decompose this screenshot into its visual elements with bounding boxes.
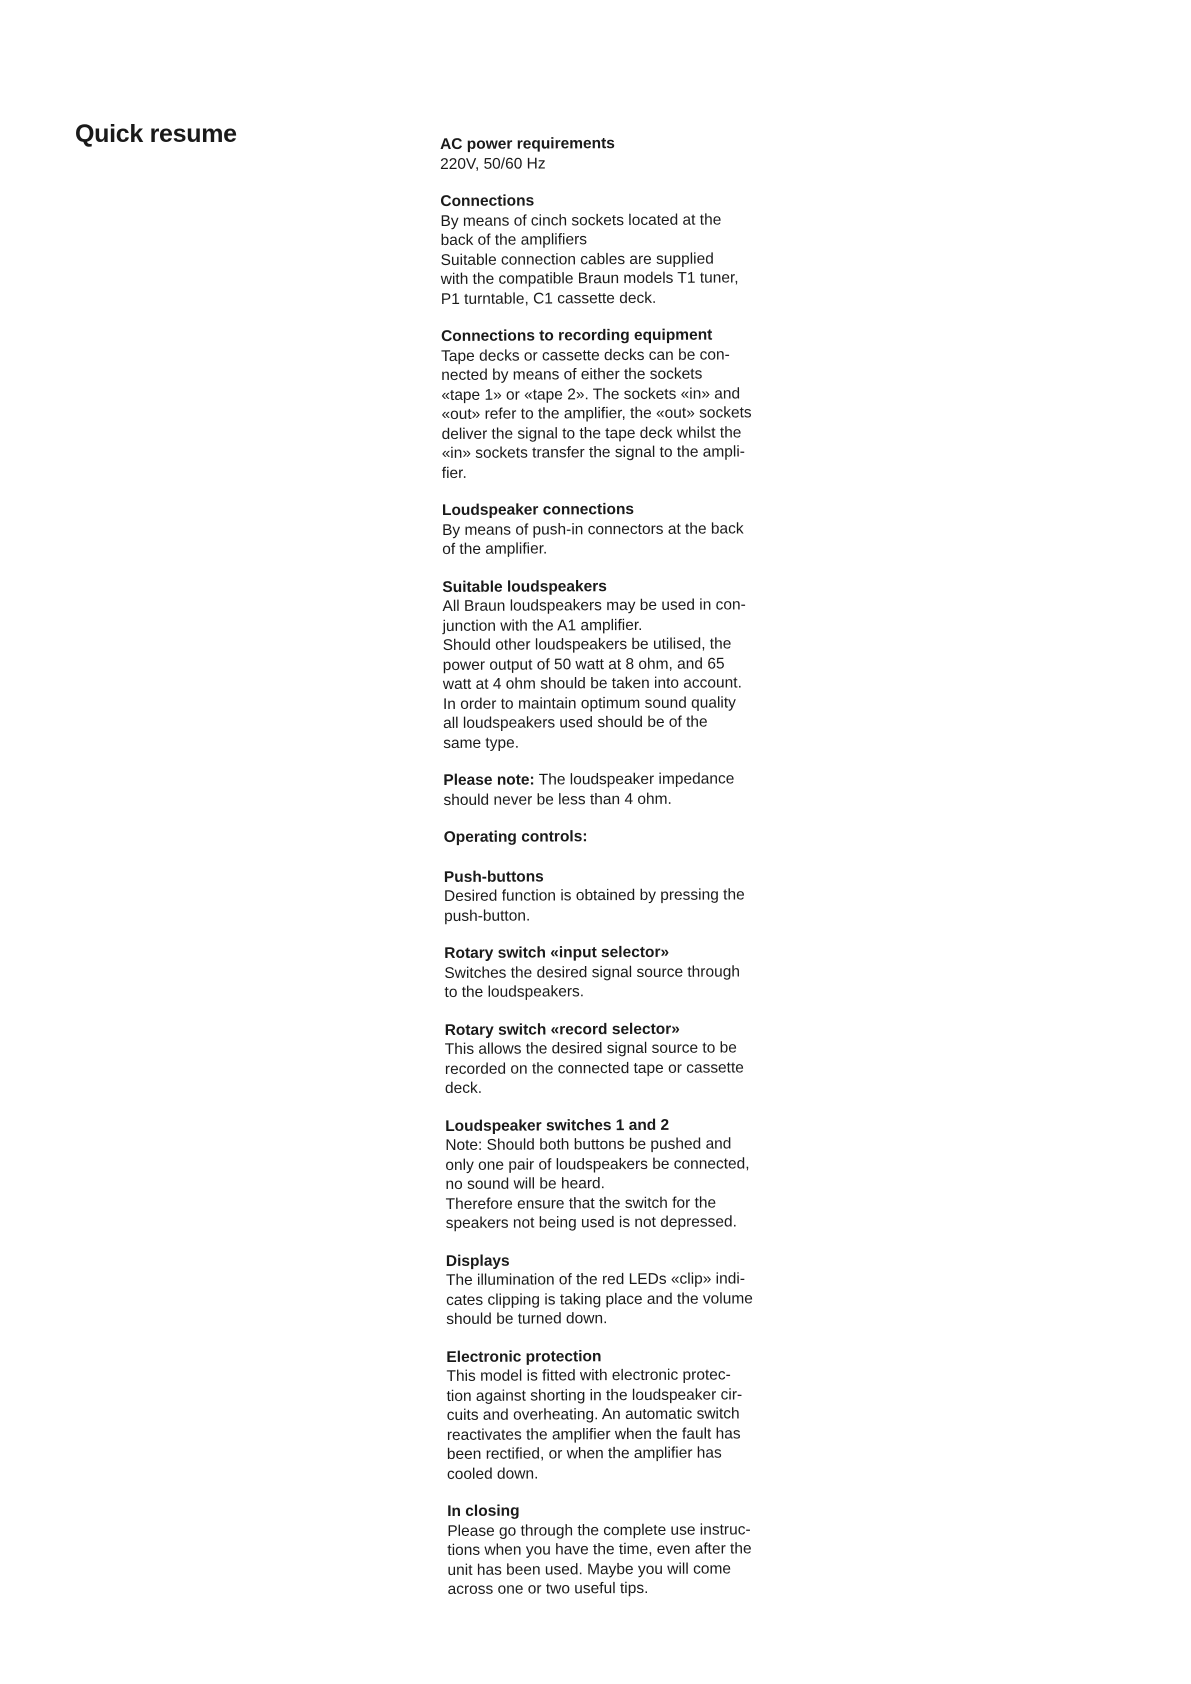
text-line: same type. bbox=[443, 734, 520, 752]
section-title: Loudspeaker connections bbox=[441, 500, 635, 519]
text-line: unit has been used. Maybe you will come bbox=[447, 1559, 732, 1579]
text-line: 220V, 50/60 Hz bbox=[440, 154, 546, 173]
text-line: only one pair of loudspeakers be connected, bbox=[445, 1154, 750, 1174]
section-ac-power bbox=[440, 133, 790, 174]
text-line: Note: Should both buttons be pushed and bbox=[445, 1135, 732, 1154]
text-line: Suitable connection cables are supplied bbox=[440, 250, 714, 269]
content-column bbox=[440, 133, 798, 1617]
text-line: speakers not being used is not depressed. bbox=[445, 1213, 737, 1232]
operating-controls-heading: Operating controls: bbox=[443, 828, 588, 846]
text-line: P1 turntable, C1 cassette deck. bbox=[440, 289, 657, 308]
section-title: Connections bbox=[440, 192, 535, 210]
section-in-closing bbox=[447, 1500, 798, 1599]
section-title: Push-buttons bbox=[443, 867, 544, 886]
section-push-buttons bbox=[444, 866, 794, 926]
section-loudspeaker-connections bbox=[442, 499, 792, 559]
note-line bbox=[443, 769, 793, 790]
text-line: power output of 50 watt at 8 ohm, and 65 bbox=[442, 655, 725, 674]
note-label: Please note: bbox=[443, 771, 535, 789]
note-text: The loudspeaker impedance bbox=[534, 770, 735, 789]
text-line: back of the amplifiers bbox=[440, 231, 588, 249]
text-line: cates clipping is taking place and the volume bbox=[446, 1289, 753, 1309]
text-line: By means of push-in connectors at the back bbox=[442, 519, 744, 539]
text-line: tion against shorting in the loudspeaker cir- bbox=[446, 1385, 743, 1405]
section-title: Displays bbox=[445, 1252, 510, 1270]
section-input-selector bbox=[444, 942, 794, 1002]
text-line: deck. bbox=[444, 1079, 483, 1097]
section-title: AC power requirements bbox=[440, 135, 615, 153]
section-displays bbox=[446, 1250, 796, 1330]
text-line: to the loudspeakers. bbox=[444, 983, 585, 1001]
text-line: Therefore ensure that the switch for the bbox=[445, 1194, 717, 1213]
text-line: tions when you have the time, even after the bbox=[447, 1540, 752, 1559]
text-line: Should other loudspeakers be utilised, the bbox=[442, 635, 732, 654]
text-line: should never be less than 4 ohm. bbox=[443, 790, 672, 809]
text-line: no sound will be heard. bbox=[445, 1175, 605, 1193]
text-line: watt at 4 ohm should be taken into account. bbox=[442, 674, 742, 693]
section-title: Rotary switch «input selector» bbox=[444, 943, 670, 962]
text-line: cooled down. bbox=[446, 1465, 539, 1483]
text-line: with the compatible Braun models T1 tuner, bbox=[440, 269, 739, 288]
text-line: cuits and overheating. An automatic switch bbox=[446, 1405, 740, 1424]
text-line: This model is fitted with electronic protec- bbox=[446, 1366, 731, 1385]
text-line: nected by means of either the sockets bbox=[441, 365, 703, 384]
text-line: deliver the signal to the tape deck whilst the bbox=[441, 423, 742, 443]
section-suitable-loudspeakers bbox=[442, 576, 793, 753]
text-line: of the amplifier. bbox=[442, 540, 548, 558]
text-line: should be turned down. bbox=[446, 1310, 608, 1328]
section-title: Suitable loudspeakers bbox=[442, 577, 607, 596]
section-record-selector bbox=[445, 1019, 795, 1099]
section-loudspeaker-switches bbox=[445, 1115, 796, 1234]
section-title: In closing bbox=[447, 1502, 520, 1520]
text-line: By means of cinch sockets located at the bbox=[440, 211, 722, 230]
section-title: Rotary switch «record selector» bbox=[444, 1020, 680, 1039]
section-title: Loudspeaker switches 1 and 2 bbox=[445, 1116, 670, 1135]
text-line: recorded on the connected tape or cassette bbox=[444, 1058, 744, 1078]
text-line: been rectified, or when the amplifier has bbox=[446, 1444, 722, 1463]
section-title: Electronic protection bbox=[446, 1347, 602, 1366]
text-line: reactivates the amplifier when the fault has bbox=[446, 1424, 741, 1444]
text-line: All Braun loudspeakers may be used in con- bbox=[442, 596, 746, 615]
text-line: across one or two useful tips. bbox=[447, 1579, 649, 1598]
text-line: all loudspeakers used should be of the bbox=[443, 713, 708, 732]
page-title: Quick resume bbox=[75, 120, 237, 148]
text-line: «in» sockets transfer the signal to the ampli- bbox=[441, 443, 745, 462]
section-title: Connections to recording equipment bbox=[441, 326, 713, 345]
section-recording-connections bbox=[441, 325, 792, 483]
text-line: Switches the desired signal source through bbox=[444, 962, 740, 982]
section-please-note bbox=[443, 769, 793, 810]
text-line: This allows the desired signal source to be bbox=[444, 1039, 737, 1058]
text-line: In order to maintain optimum sound quality bbox=[442, 693, 736, 713]
text-line: Tape decks or cassette decks can be con- bbox=[441, 345, 730, 365]
text-line: The illumination of the red LEDs «clip» indi- bbox=[445, 1270, 746, 1289]
text-line: «tape 1» or «tape 2». The sockets «in» and bbox=[441, 384, 741, 404]
text-line: fier. bbox=[441, 464, 467, 482]
text-line: Please go through the complete use instruc- bbox=[447, 1520, 751, 1540]
text-line: Desired function is obtained by pressing the bbox=[443, 886, 745, 905]
section-connections bbox=[440, 190, 791, 309]
text-line: push-button. bbox=[444, 907, 531, 925]
section-electronic-protection bbox=[446, 1346, 797, 1484]
text-line: «out» refer to the amplifier, the «out» sockets bbox=[441, 404, 752, 423]
text-line: junction with the A1 amplifier. bbox=[442, 616, 643, 635]
